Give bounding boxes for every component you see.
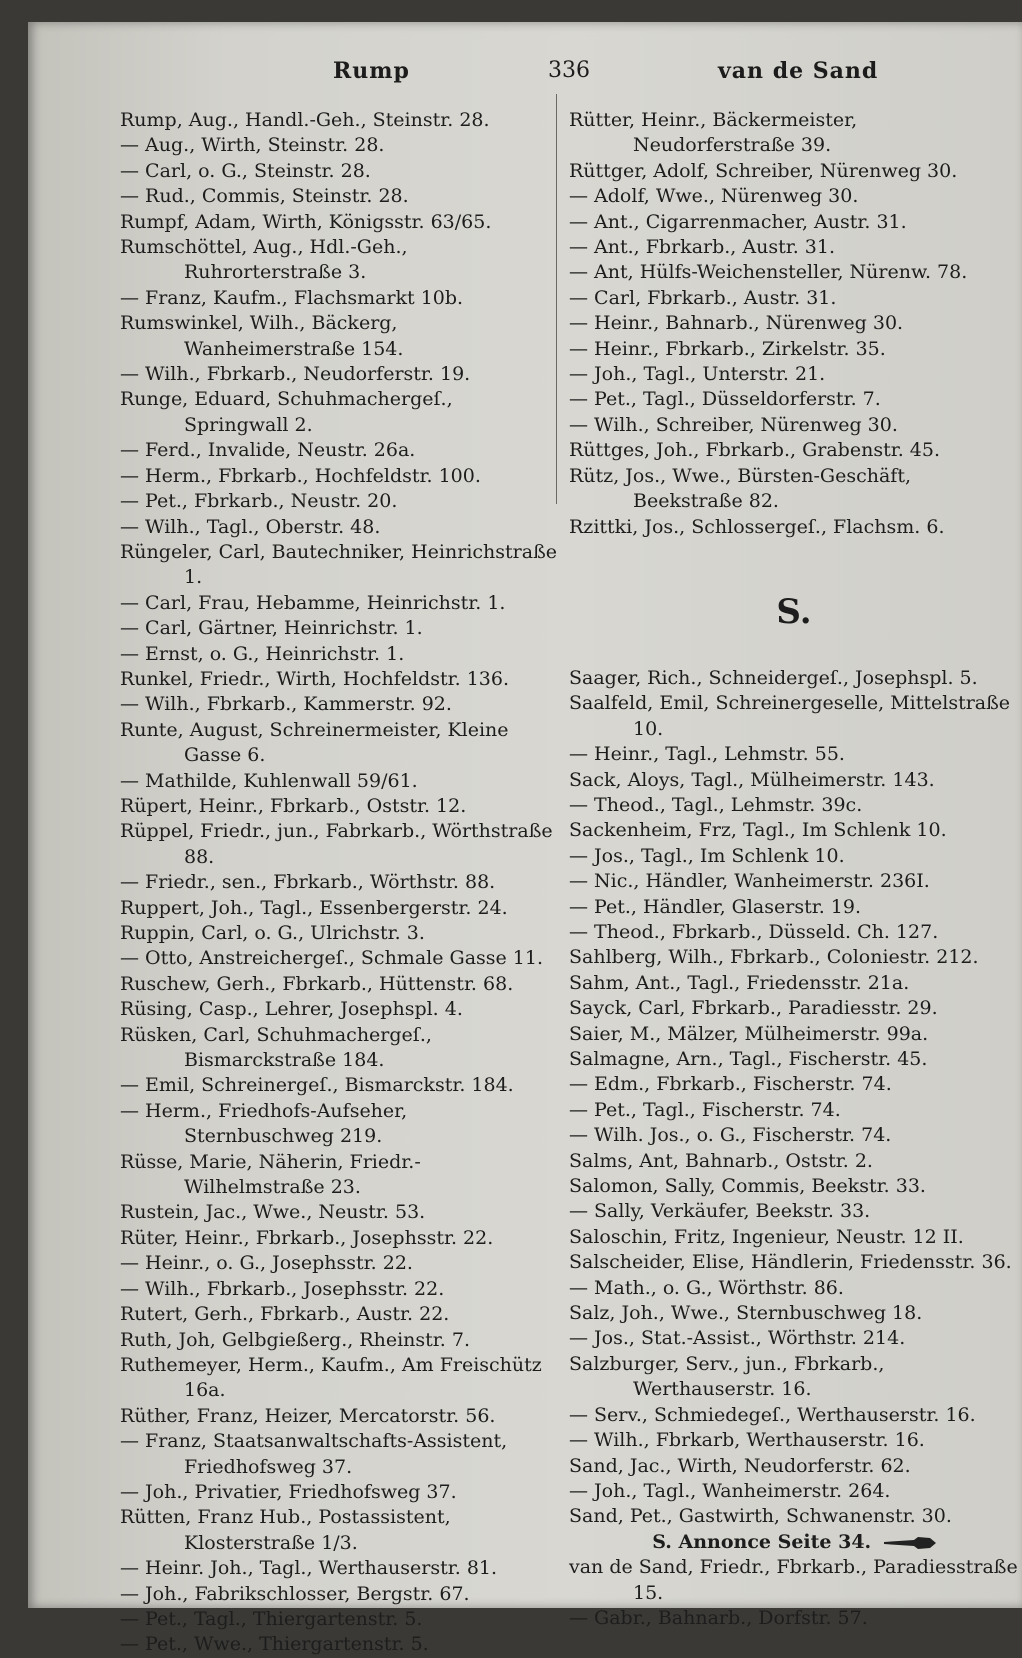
- directory-entry: Rutert, Gerh., Fbrkarb., Austr. 22.: [120, 1303, 450, 1326]
- directory-entry: Rütter, Heinr., Bäckermeister, Neudorferstraße 39.: [569, 109, 858, 157]
- directory-entry: — Wilh., Schreiber, Nürenweg 30.: [569, 413, 898, 436]
- directory-entry: Sahlberg, Wilh., Fbrkarb., Coloniestr. 212.: [569, 946, 979, 969]
- header-left-keyword: Rump: [333, 58, 410, 84]
- directory-entry: Rüttger, Adolf, Schreiber, Nürenweg 30.: [569, 159, 958, 182]
- directory-entry: — Franz, Staatsanwaltschafts-Assistent, Friedhofsweg 37.: [120, 1430, 508, 1478]
- directory-entry: — Pet., Fbrkarb., Neustr. 20.: [120, 490, 398, 513]
- directory-page: [28, 22, 1022, 1656]
- directory-entry: Salomon, Sally, Commis, Beekstr. 33.: [569, 1175, 926, 1198]
- directory-entry: — Otto, Anstreichergeſ., Schmale Gasse 11.: [120, 947, 544, 970]
- directory-entry: — Herm., Fbrkarb., Hochfeldstr. 100.: [120, 464, 481, 487]
- directory-entry: — Gabr., Bahnarb., Dorfstr. 57.: [569, 1606, 868, 1629]
- directory-entry: van de Sand, Friedr., Fbrkarb., Paradiesstraße 15.: [569, 1556, 1018, 1604]
- directory-entry: — Edm., Fbrkarb., Fischerstr. 74.: [569, 1073, 892, 1096]
- directory-entry: — Sally, Verkäufer, Beekstr. 33.: [569, 1200, 871, 1223]
- directory-entry: Rzittki, Jos., Schlossergeſ., Flachsm. 6.: [569, 515, 945, 538]
- directory-entry: Sackenheim, Frz, Tagl., Im Schlenk 10.: [569, 819, 947, 842]
- directory-entry: Runkel, Friedr., Wirth, Hochfeldstr. 136.: [120, 667, 510, 690]
- directory-entry: — Heinr., Tagl., Lehmstr. 55.: [569, 743, 845, 766]
- directory-entry: Rütten, Franz Hub., Postassistent, Klosterstraße 1/3.: [120, 1506, 451, 1554]
- directory-entry: — Heinr., Fbrkarb., Zirkelstr. 35.: [569, 337, 886, 360]
- directory-entry: Saalfeld, Emil, Schreinergeselle, Mittelstraße 10.: [569, 692, 1011, 740]
- page-number: 336: [548, 58, 590, 83]
- directory-entry: Rütz, Jos., Wwe., Bürsten-Geschäft, Beekstraße 82.: [569, 464, 911, 513]
- directory-entry: Salscheider, Elise, Händlerin, Friedensstr. 36.: [569, 1251, 1012, 1274]
- directory-entry: — Ant., Fbrkarb., Austr. 31.: [569, 236, 836, 259]
- directory-entry: — Carl, Frau, Hebamme, Heinrichstr. 1.: [120, 591, 506, 614]
- directory-entry: Rustein, Jac., Wwe., Neustr. 53.: [120, 1201, 426, 1224]
- right-column-after-entries: [569, 1555, 1019, 1631]
- directory-entry: — Carl, o. G., Steinstr. 28.: [120, 159, 371, 182]
- section-letter-heading: S.: [776, 591, 812, 632]
- directory-entry: — Emil, Schreinergeſ., Bismarckstr. 184.: [120, 1074, 514, 1097]
- directory-entry: — Wilh., Fbrkarb, Werthauserstr. 16.: [569, 1429, 925, 1452]
- directory-entry: — Franz, Kaufm., Flachsmarkt 10b.: [120, 286, 464, 309]
- directory-entry: — Herm., Friedhofs-Aufseher, Sternbuschweg 219.: [120, 1099, 408, 1148]
- directory-entry: Rüpert, Heinr., Fbrkarb., Oststr. 12.: [120, 794, 467, 817]
- left-column: [120, 108, 560, 1658]
- directory-entry: Runte, August, Schreinermeister, Kleine Gasse 6.: [120, 718, 509, 767]
- directory-entry: Sand, Pet., Gastwirth, Schwanenstr. 30.: [569, 1505, 952, 1528]
- directory-entry: — Jos., Tagl., Im Schlenk 10.: [569, 844, 845, 867]
- directory-entry: Salms, Ant, Bahnarb., Oststr. 2.: [569, 1149, 873, 1172]
- directory-entry: — Theod., Fbrkarb., Düsseld. Ch. 127.: [569, 920, 939, 943]
- directory-entry: Rüsing, Casp., Lehrer, Josephspl. 4.: [120, 998, 463, 1021]
- directory-entry: — Joh., Privatier, Friedhofsweg 37.: [120, 1480, 457, 1503]
- directory-entry: — Math., o. G., Wörthstr. 86.: [569, 1276, 844, 1299]
- directory-entry: — Serv., Schmiedegeſ., Werthauserstr. 16.: [569, 1403, 976, 1426]
- directory-entry: — Wilh. Jos., o. G., Fischerstr. 74.: [569, 1124, 892, 1147]
- directory-entry: Rumpf, Adam, Wirth, Königsstr. 63/65.: [120, 210, 492, 233]
- directory-entry: — Theod., Tagl., Lehmstr. 39c.: [569, 793, 863, 816]
- directory-entry: Rüppel, Friedr., jun., Fabrkarb., Wörthstraße 88.: [120, 820, 553, 868]
- directory-entry: — Ant., Cigarrenmacher, Austr. 31.: [569, 210, 907, 233]
- directory-entry: — Ant, Hülfs-Weichensteller, Nürenw. 78.: [569, 261, 968, 284]
- directory-entry: — Carl, Gärtner, Heinrichstr. 1.: [120, 617, 423, 640]
- directory-entry: — Friedr., sen., Fbrkarb., Wörthstr. 88.: [120, 871, 496, 894]
- directory-entry: — Jos., Stat.-Assist., Wörthstr. 214.: [569, 1327, 906, 1350]
- directory-entry: — Wilh., Fbrkarb., Neudorferstr. 19.: [120, 363, 471, 386]
- directory-entry: Sayck, Carl, Fbrkarb., Paradiesstr. 29.: [569, 997, 938, 1020]
- directory-entry: — Carl, Fbrkarb., Austr. 31.: [569, 286, 837, 309]
- directory-entry: — Wilh., Fbrkarb., Kammerstr. 92.: [120, 693, 452, 716]
- directory-entry: Sahm, Ant., Tagl., Friedensstr. 21a.: [569, 971, 910, 994]
- directory-entry: — Pet., Tagl., Düsseldorferstr. 7.: [569, 388, 881, 411]
- directory-entry: Sack, Aloys, Tagl., Mülheimerstr. 143.: [569, 768, 935, 791]
- directory-entry: Ruth, Joh, Gelbgießerg., Rheinstr. 7.: [120, 1328, 470, 1351]
- directory-entry: — Wilh., Tagl., Oberstr. 48.: [120, 515, 381, 538]
- directory-entry: Salzburger, Serv., jun., Fbrkarb., Werthauserstr. 16.: [569, 1352, 885, 1401]
- directory-entry: Salmagne, Arn., Tagl., Fischerstr. 45.: [569, 1048, 928, 1070]
- directory-entry: — Rud., Commis, Steinstr. 28.: [120, 185, 409, 208]
- directory-entry: — Pet., Wwe., Thiergartenstr. 5.: [120, 1633, 429, 1656]
- directory-entry: Rüngeler, Carl, Bautechniker, Heinrichstraße 1.: [120, 540, 558, 589]
- directory-entry: Saager, Rich., Schneidergeſ., Josephspl. 5.: [569, 666, 978, 689]
- directory-entry: — Joh., Tagl., Wanheimerstr. 264.: [569, 1479, 891, 1502]
- directory-entry: Rüter, Heinr., Fbrkarb., Josephsstr. 22.: [120, 1226, 494, 1249]
- directory-entry: — Heinr., Bahnarb., Nürenweg 30.: [569, 312, 904, 335]
- directory-entry: Rüther, Franz, Heizer, Mercatorstr. 56.: [120, 1404, 496, 1427]
- directory-entry: — Mathilde, Kuhlenwall 59/61.: [120, 769, 418, 792]
- directory-entry: — Ernst, o. G., Heinrichstr. 1.: [120, 642, 405, 665]
- directory-entry: Rüsken, Carl, Schuhmachergeſ., Bismarckstraße 184.: [120, 1023, 432, 1072]
- pointing-hand-icon: [884, 1535, 936, 1551]
- directory-entry: — Pet., Tagl., Thiergartenstr. 5.: [120, 1607, 423, 1630]
- directory-entry: — Joh., Fabrikschlosser, Bergstr. 67.: [120, 1582, 470, 1605]
- annonce-note: [569, 1530, 1019, 1555]
- directory-entry: — Wilh., Fbrkarb., Josephsstr. 22.: [120, 1277, 445, 1300]
- directory-entry: Salz, Joh., Wwe., Sternbuschweg 18.: [569, 1302, 923, 1325]
- directory-entry: Saloschin, Fritz, Ingenieur, Neustr. 12 II.: [569, 1225, 964, 1248]
- directory-entry: — Heinr., o. G., Josephsstr. 22.: [120, 1252, 413, 1275]
- directory-entry: — Heinr. Joh., Tagl., Werthauserstr. 81.: [120, 1557, 498, 1580]
- directory-entry: — Adolf, Wwe., Nürenweg 30.: [569, 185, 859, 208]
- directory-entry: Rumschöttel, Aug., Hdl.-Geh., Ruhrorterstraße 3.: [120, 236, 408, 284]
- directory-entry: Ruppin, Carl, o. G., Ulrichstr. 3.: [120, 922, 425, 944]
- page-header: [28, 40, 1022, 84]
- directory-entry: — Pet., Händler, Glaserstr. 19.: [569, 895, 861, 918]
- directory-entry: Ruthemeyer, Herm., Kaufm., Am Freischütz 16a.: [120, 1353, 542, 1402]
- directory-entry: — Ferd., Invalide, Neustr. 26a.: [120, 439, 416, 462]
- right-column-s-entries: [569, 666, 1019, 1530]
- directory-entry: Rüttges, Joh., Fbrkarb., Grabenstr. 45.: [569, 439, 941, 462]
- directory-entry: — Pet., Tagl., Fischerstr. 74.: [569, 1098, 841, 1121]
- annonce-text: S. Annonce Seite 34.: [652, 1530, 872, 1553]
- right-column: [569, 108, 1019, 1631]
- directory-entry: — Nic., Händler, Wanheimerstr. 236I.: [569, 870, 930, 893]
- directory-entry: — Joh., Tagl., Unterstr. 21.: [569, 363, 826, 386]
- header-right-keyword: van de Sand: [718, 58, 879, 84]
- directory-entry: Runge, Eduard, Schuhmachergeſ., Springwall 2.: [120, 388, 453, 436]
- directory-entry: Rumswinkel, Wilh., Bäckerg, Wanheimerstraße 154.: [120, 312, 404, 360]
- directory-entry: Sand, Jac., Wirth, Neudorferstr. 62.: [569, 1454, 911, 1477]
- directory-entry: Ruppert, Joh., Tagl., Essenbergerstr. 24.: [120, 896, 508, 919]
- directory-entry: Rüsse, Marie, Näherin, Friedr.-Wilhelmstraße 23.: [120, 1150, 421, 1199]
- directory-entry: Ruschew, Gerh., Fbrkarb., Hüttenstr. 68.: [120, 972, 514, 995]
- directory-entry: Rump, Aug., Handl.-Geh., Steinstr. 28.: [120, 109, 490, 131]
- directory-entry: Saier, M., Mälzer, Mülheimerstr. 99a.: [569, 1022, 929, 1045]
- directory-entry: — Aug., Wirth, Steinstr. 28.: [120, 134, 385, 157]
- right-column-r-entries: [569, 108, 1019, 540]
